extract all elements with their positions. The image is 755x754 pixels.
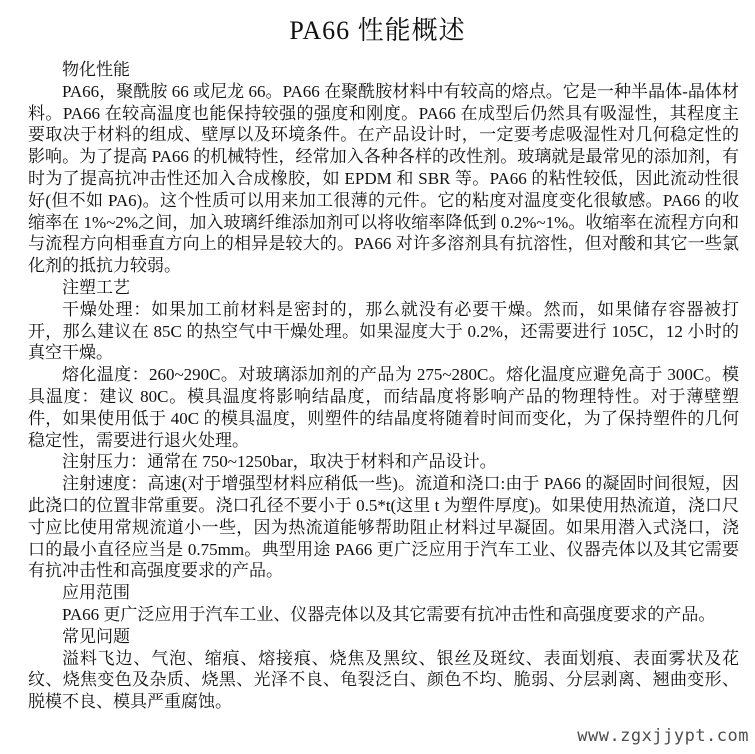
paragraph-common-problems: 溢料飞边、气泡、缩痕、熔接痕、烧焦及黑纹、银丝及斑纹、表面划痕、表面雾状及花纹、烧焦变色及杂质、烧黑、光泽不良、龟裂泛白、颜色不均、脆弱、分层剥离、翘曲变形、脱模不良、模具严重腐蚀。 xyxy=(28,648,739,712)
paragraph-injection-speed: 注射速度：高速(对于增强型材料应稍低一些)。流道和浇口:由于 PA66 的凝固时间很短，因此浇口的位置非常重要。浇口孔径不要小于 0.5*t(这里 t 为塑件厚度)。如果使用热流道，浇口尺寸应比使用常规流道小一些，因为热流道能够帮助阻止材料过早凝固。如果用潜入式浇口，浇口的最小直径应当是 0.75mm。典型用途 PA66 更广泛应用于汽车工业、仪器壳体以及其它需要有抗冲击性和高强度要求的产品。 xyxy=(28,474,739,581)
paragraph-applications: PA66 更广泛应用于汽车工业、仪器壳体以及其它需要有抗冲击性和高强度要求的产品。 xyxy=(62,604,716,624)
document-body xyxy=(0,47,755,713)
page-title: PA66 性能概述 xyxy=(289,16,466,45)
section-heading-physical-properties: 物化性能 xyxy=(62,60,130,79)
paragraph-drying: 干燥处理：如果加工前材料是密封的，那么就没有必要干燥。然而，如果储存容器被打开，那么建议在 85C 的热空气中干燥处理。如果湿度大于 0.2%，还需要进行 105C，12 小时的真空干燥。 xyxy=(28,299,739,363)
paragraph-melt-temperature: 熔化温度：260~290C。对玻璃添加剂的产品为 275~280C。熔化温度应避免高于 300C。模具温度：建议 80C。模具温度将影响结晶度，而结晶度将影响产品的物理特性。对于薄壁塑件，如果使用低于 40C 的模具温度，则塑件的结晶度将随着时间而变化，为了保持塑件的几何稳定性，需要进行退火处理。 xyxy=(28,365,739,450)
section-heading-injection-molding: 注塑工艺 xyxy=(62,277,130,297)
watermark-url: www.zgxjjypt.com xyxy=(577,726,749,746)
section-heading-common-problems: 常见问题 xyxy=(62,626,130,646)
paragraph-injection-pressure: 注射压力：通常在 750~1250bar，取决于材料和产品设计。 xyxy=(62,452,497,472)
section-heading-applications: 应用范围 xyxy=(62,583,130,603)
paragraph-physical-properties: PA66，聚酰胺 66 或尼龙 66。PA66 在聚酰胺材料中有较高的熔点。它是一种半晶体-晶体材料。PA66 在较高温度也能保持较强的强度和刚度。PA66 在成型后仍然具有吸湿性，其程度主要取决于材料的组成、壁厚以及环境条件。在产品设计时，一定要考虑吸湿性对几何稳定性的影响。为了提高 PA66 的机械特性，经常加入各种各样的改性剂。玻璃就是最常见的添加剂，有时为了提高抗冲击性还加入合成橡胶，如 EPDM 和 SBR 等。PA66 的粘性较低，因此流动性很好(但不如 PA6)。这个性质可以用来加工很薄的元件。它的粘度对温度变化很敏感。PA66 的收缩率在 1%~2%之间，加入玻璃纤维添加剂可以将收缩率降低到 0.2%~1%。收缩率在流程方向和与流程方向相垂直方向上的相异是较大的。PA66 对许多溶剂具有抗溶性，但对酸和其它一些氯化剂的抵抗力较弱。 xyxy=(28,81,739,276)
